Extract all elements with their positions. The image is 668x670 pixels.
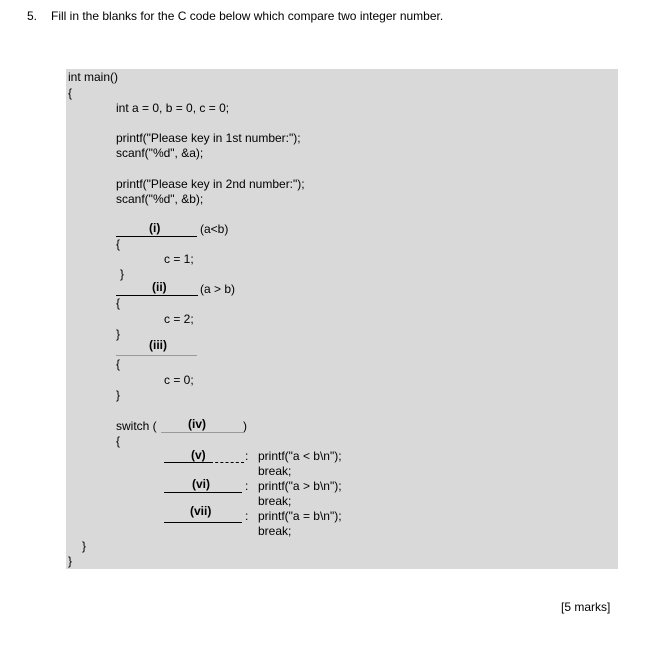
code-elseif-open-brace: {	[116, 296, 121, 310]
code-scanf-2: scanf("%d", &b);	[116, 192, 204, 206]
code-switch-close-paren: )	[243, 419, 247, 433]
code-main-signature: int main()	[68, 70, 119, 84]
code-condition-1: (a<b)	[200, 222, 229, 236]
code-else-close-brace: }	[116, 388, 121, 402]
blank-iii-line[interactable]	[116, 355, 197, 356]
blank-v-label: (v)	[191, 448, 206, 462]
code-assign-3: c = 0;	[164, 373, 194, 387]
code-printf-1: printf("Please key in 1st number:");	[116, 131, 301, 145]
code-if-close-brace: }	[120, 267, 125, 281]
blank-ii-line[interactable]	[116, 295, 198, 296]
case-2-colon: :	[245, 479, 249, 493]
code-switch-open-brace: {	[116, 434, 121, 448]
case-3-colon: :	[245, 509, 249, 523]
code-if-open-brace: {	[116, 237, 121, 251]
question-text: Fill in the blanks for the C code below which compare two integer number.	[51, 9, 444, 23]
question-marks: [5 marks]	[561, 600, 611, 614]
code-switch-close-brace: }	[82, 539, 87, 553]
code-assign-1: c = 1;	[164, 252, 194, 266]
code-condition-2: (a > b)	[200, 282, 236, 296]
blank-v-line[interactable]	[164, 462, 210, 463]
blank-vi-label: (vi)	[192, 477, 210, 491]
code-declaration: int a = 0, b = 0, c = 0;	[116, 101, 230, 115]
case-3-break: break;	[258, 524, 292, 538]
code-main-open-brace: {	[68, 86, 73, 100]
blank-vii-label: (vii)	[190, 504, 212, 518]
blank-i-line[interactable]	[116, 236, 197, 237]
code-scanf-1: scanf("%d", &a);	[116, 146, 204, 160]
case-2-statement: printf("a > b\n");	[258, 479, 342, 493]
code-else-open-brace: {	[116, 357, 121, 371]
code-elseif-close-brace: }	[116, 327, 121, 341]
code-switch-keyword: switch (	[116, 419, 157, 433]
code-main-close-brace: }	[68, 554, 73, 568]
case-1-statement: printf("a < b\n");	[258, 449, 342, 463]
blank-vii-line[interactable]	[164, 522, 242, 523]
blank-iv-label: (iv)	[188, 417, 206, 431]
case-1-break: break;	[258, 464, 292, 478]
blank-i-label: (i)	[149, 221, 161, 235]
case-3-statement: printf("a = b\n");	[258, 509, 342, 523]
blank-v-dashed-line	[210, 462, 244, 463]
case-2-break: break;	[258, 494, 292, 508]
blank-iii-label: (iii)	[149, 338, 167, 352]
blank-vi-line[interactable]	[164, 492, 242, 493]
code-assign-2: c = 2;	[164, 312, 194, 326]
question-number: 5.	[27, 9, 38, 23]
blank-iv-line[interactable]	[161, 432, 243, 433]
blank-ii-label: (ii)	[152, 280, 167, 294]
case-1-colon: :	[245, 449, 249, 463]
code-printf-2: printf("Please key in 2nd number:");	[116, 177, 305, 191]
